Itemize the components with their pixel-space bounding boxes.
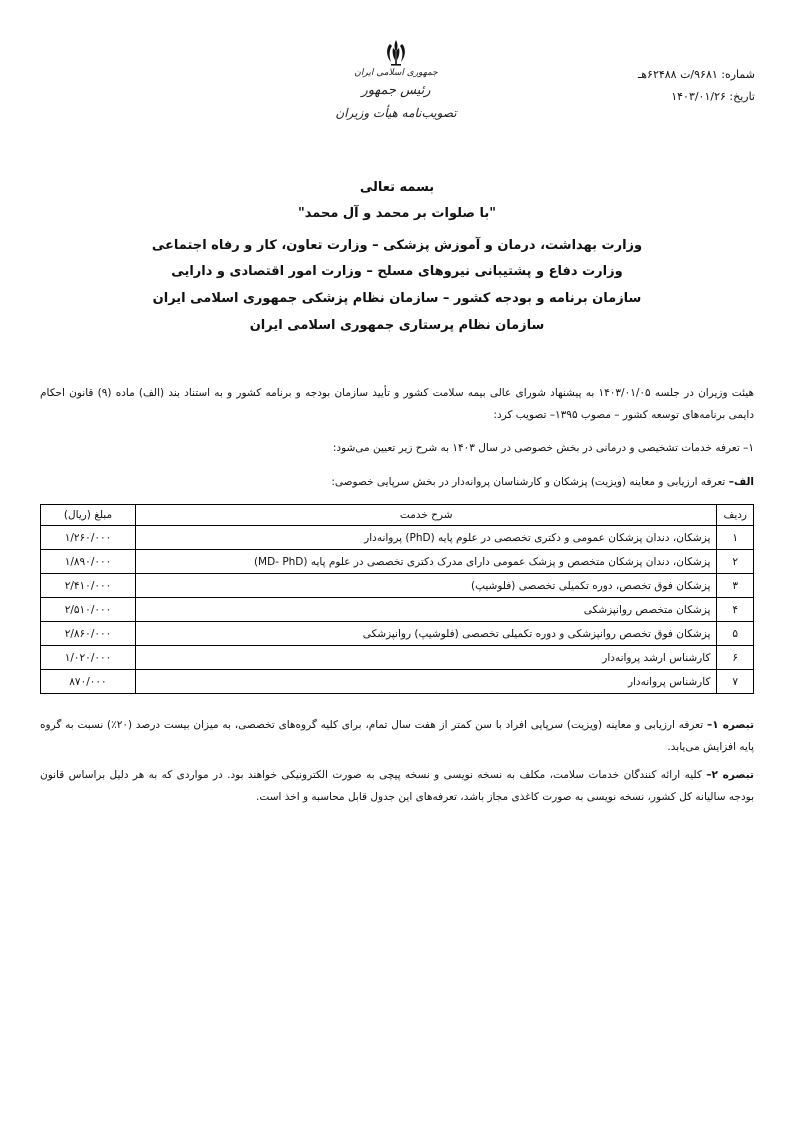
note-1-paragraph <box>40 714 754 758</box>
fee-table <box>40 504 754 694</box>
table-row <box>41 622 754 646</box>
recipient-line-4: سازمان نظام پرستاری جمهوری اسلامی ایران <box>249 318 545 333</box>
header-republic-label: جمهوری اسلامی ایران <box>354 68 438 78</box>
salawat-title: "با صلوات بر محمد و آل محمد" <box>297 206 497 221</box>
row-amount: ۲/۴۱۰/۰۰۰ <box>41 574 136 598</box>
recipient-line-2: وزارت دفاع و پشتیبانی نیروهای مسلح – وزارت امور اقتصادی و دارایی <box>171 264 623 279</box>
recipient-line-1: وزارت بهداشت، درمان و آموزش پزشکی – وزارت تعاون، کار و رفاه اجتماعی <box>151 238 643 253</box>
recipient-line-3: سازمان برنامه و بودجه کشور – سازمان نظام پزشکی جمهوری اسلامی ایران <box>152 291 642 306</box>
row-number: ۳ <box>717 574 754 598</box>
row-number: ۱ <box>717 526 754 550</box>
intro-paragraph: هیئت وزیران در جلسه ۱۴۰۳/۰۱/۰۵ به پیشنهاد شورای عالی بیمه سلامت کشور و تأیید سازمان بودجه و برنامه کشور و به استناد بند (الف) ماده (۹) قانون احکام دایمی برنامه‌های توسعه کشور – مصوب ۱۳۹۵– تصویب کرد: <box>40 387 754 421</box>
row-number: ۲ <box>717 550 754 574</box>
table-header-row <box>41 505 754 526</box>
note-1-label: تبصره ۱– <box>706 719 755 731</box>
note-2-label: تبصره ۲– <box>706 769 754 781</box>
row-description: پزشکان، دندان پزشکان متخصص و پزشک عمومی دارای مدرک دکتری تخصصی در علوم پایه (MD- PhD) <box>136 550 717 574</box>
row-description: پزشکان فوق تخصص روانپزشکی و دوره تکمیلی تخصصی (فلوشیپ) روانپزشکی <box>136 622 717 646</box>
row-number: ۵ <box>717 622 754 646</box>
note-2-text: کلیه ارائه کنندگان خدمات سلامت، مکلف به نسخه نویسی و نسخه پیچی به صورت الکترونیکی خواهند بود. در مواردی که به هر دلیل براساس قانون بودجه سالیانه کل کشور، نسخه نویسی به صورت کاغذی مجاز باشد، تعرفه‌های این جدول قابل محاسبه و اخذ است. <box>40 769 754 803</box>
row-description: کارشناس ارشد پروانه‌دار <box>136 646 717 670</box>
header-president-label: رئیس جمهور <box>361 83 431 98</box>
table-row <box>41 550 754 574</box>
row-description: پزشکان فوق تخصص، دوره تکمیلی تخصصی (فلوشیپ) <box>136 574 717 598</box>
table-row <box>41 526 754 550</box>
document-number: شماره: ۹۶۸۱/ت ۶۲۴۸۸هـ <box>638 68 755 81</box>
iran-emblem-icon <box>383 38 409 68</box>
header-amount: مبلغ (ریال) <box>41 505 136 526</box>
clause-alef-text: تعرفه ارزیابی و معاینه (ویزیت) پزشکان و کارشناسان پروانه‌دار در بخش سرپایی خصوصی: <box>331 476 729 488</box>
table-row <box>41 646 754 670</box>
basmala-title: بسمه تعالی <box>359 180 435 195</box>
header-cabinet-label: تصویب‌نامه هیأت وزیران <box>335 106 457 120</box>
row-description: کارشناس پروانه‌دار <box>136 670 717 694</box>
clause-alef-label: الف– <box>728 476 754 488</box>
header-row-number: ردیف <box>717 505 754 526</box>
table-row <box>41 598 754 622</box>
clause-alef-paragraph <box>40 471 754 493</box>
section-1-paragraph: ۱– تعرفه خدمات تشخیصی و درمانی در بخش خصوصی در سال ۱۴۰۳ به شرح زیر تعیین می‌شود: <box>332 442 754 454</box>
row-number: ۷ <box>717 670 754 694</box>
row-number: ۴ <box>717 598 754 622</box>
row-number: ۶ <box>717 646 754 670</box>
note-2-paragraph <box>40 764 754 808</box>
row-amount: ۱/۲۶۰/۰۰۰ <box>41 526 136 550</box>
row-description: پزشکان متخصص روانپزشکی <box>136 598 717 622</box>
row-amount: ۱/۰۲۰/۰۰۰ <box>41 646 136 670</box>
row-amount: ۲/۵۱۰/۰۰۰ <box>41 598 136 622</box>
header-service-description: شرح خدمت <box>136 505 717 526</box>
table-row <box>41 574 754 598</box>
note-1-text: تعرفه ارزیابی و معاینه (ویزیت) سرپایی افراد با سن کمتر از هفت سال تمام، برای کلیه گروه‌های تخصصی، به میزان بیست درصد (۲۰٪) نسبت به گروه پایه افزایش می‌یابد. <box>40 719 754 753</box>
document-date: تاریخ: ۱۴۰۳/۰۱/۲۶ <box>671 90 755 103</box>
row-description: پزشکان، دندان پزشکان عمومی و دکتری تخصصی در علوم پایه (PhD) پروانه‌دار <box>136 526 717 550</box>
row-amount: ۲/۸۶۰/۰۰۰ <box>41 622 136 646</box>
row-amount: ۸۷۰/۰۰۰ <box>41 670 136 694</box>
row-amount: ۱/۸۹۰/۰۰۰ <box>41 550 136 574</box>
table-row <box>41 670 754 694</box>
